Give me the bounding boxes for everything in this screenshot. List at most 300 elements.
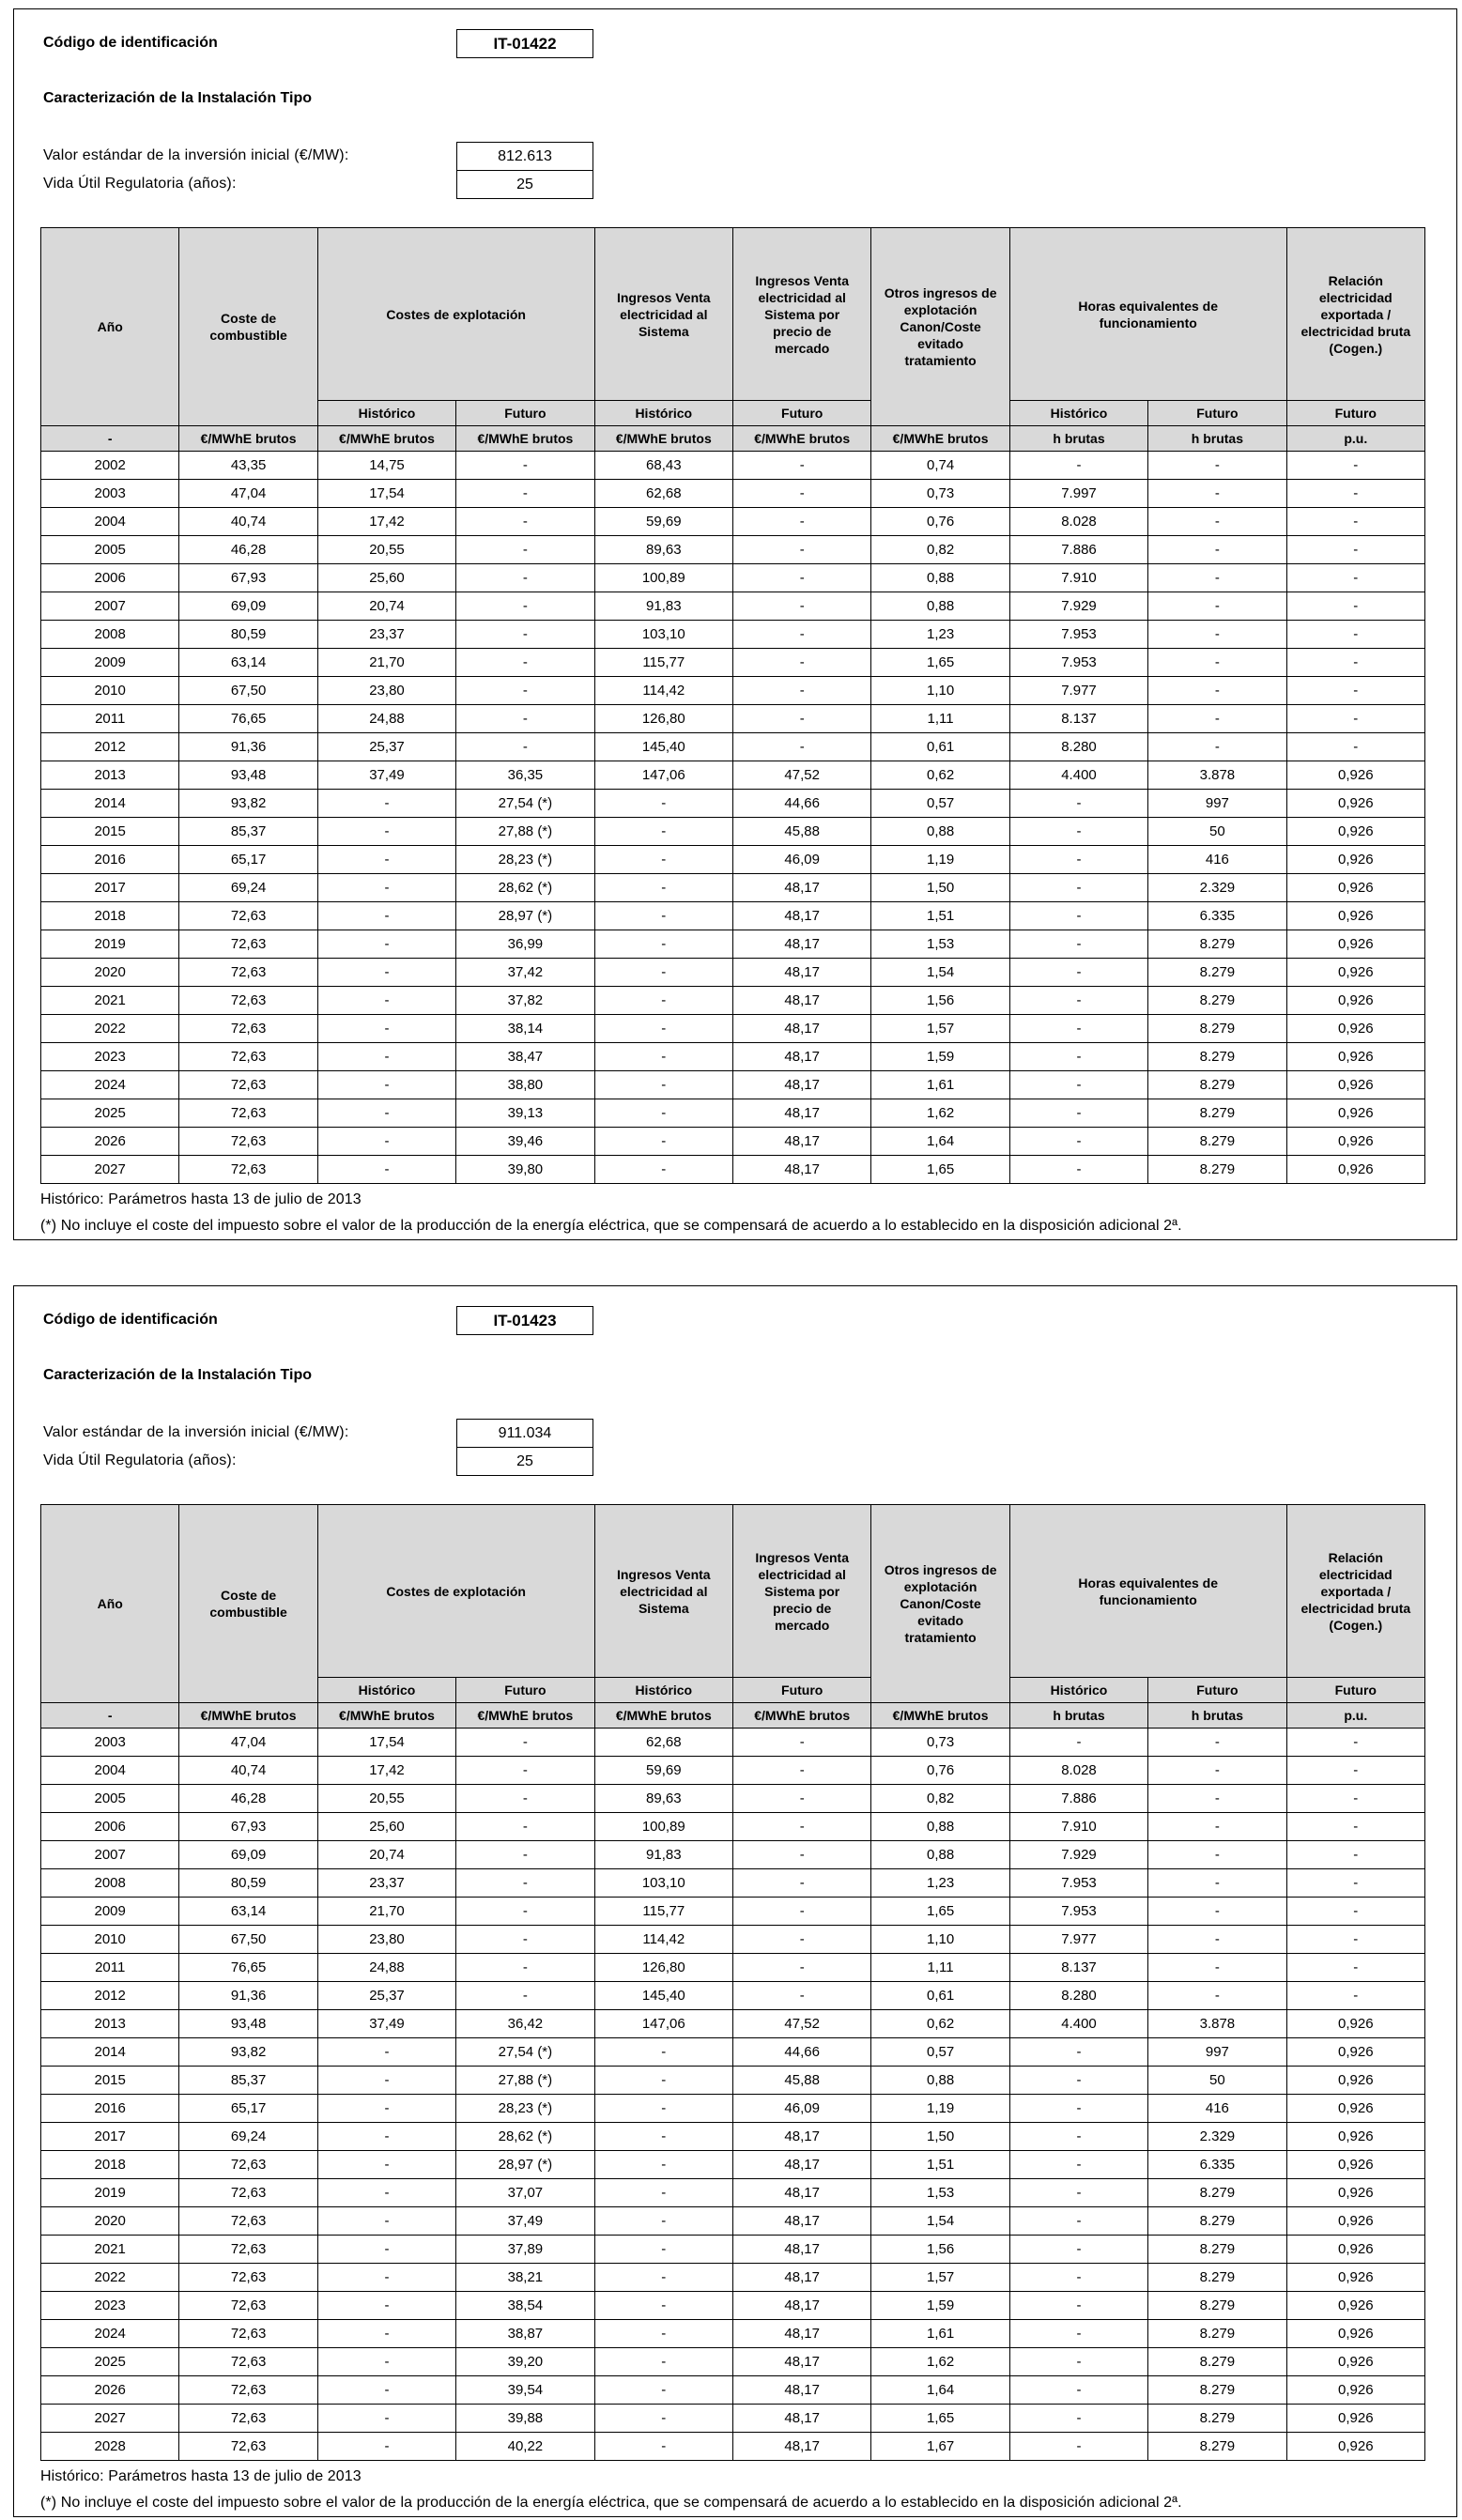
cell-sales-system-historic: 145,40 bbox=[595, 733, 733, 761]
cell-opex-future: 38,21 bbox=[456, 2264, 594, 2292]
cell-year: 2016 bbox=[41, 846, 179, 874]
cell-fuel-cost: 72,63 bbox=[179, 1015, 317, 1043]
cell-opex-future: 39,80 bbox=[456, 1156, 594, 1184]
cell-hours-future: 8.279 bbox=[1148, 959, 1286, 987]
cell-year: 2025 bbox=[41, 1099, 179, 1128]
cell-hours-future: - bbox=[1148, 508, 1286, 536]
cell-fuel-cost: 67,93 bbox=[179, 1813, 317, 1841]
cell-sales-market-future: - bbox=[733, 1926, 871, 1954]
cell-export-ratio-future: 0,926 bbox=[1287, 930, 1425, 959]
cell-hours-future: - bbox=[1148, 677, 1286, 705]
cell-hours-historic: - bbox=[1010, 1043, 1148, 1071]
cell-sales-market-future: 48,17 bbox=[733, 902, 871, 930]
cell-export-ratio-future: 0,926 bbox=[1287, 846, 1425, 874]
cell-sales-system-historic: - bbox=[595, 1099, 733, 1128]
cell-sales-market-future: 48,17 bbox=[733, 874, 871, 902]
cell-fuel-cost: 91,36 bbox=[179, 1982, 317, 2010]
cell-export-ratio-future: 0,926 bbox=[1287, 2207, 1425, 2236]
cell-opex-historic: - bbox=[318, 930, 456, 959]
cell-hours-historic: - bbox=[1010, 2236, 1148, 2264]
cell-fuel-cost: 93,48 bbox=[179, 2010, 317, 2038]
cell-opex-historic: 20,74 bbox=[318, 592, 456, 621]
cell-hours-historic: - bbox=[1010, 2207, 1148, 2236]
cell-hours-future: 8.279 bbox=[1148, 1128, 1286, 1156]
cell-sales-system-historic: 91,83 bbox=[595, 592, 733, 621]
cell-export-ratio-future: 0,926 bbox=[1287, 2405, 1425, 2433]
cell-other-income: 1,51 bbox=[871, 2151, 1009, 2179]
cell-opex-future: 37,89 bbox=[456, 2236, 594, 2264]
cell-export-ratio-future: - bbox=[1287, 677, 1425, 705]
cell-sales-system-historic: - bbox=[595, 2151, 733, 2179]
cell-sales-market-future: 48,17 bbox=[733, 1099, 871, 1128]
cell-fuel-cost: 85,37 bbox=[179, 818, 317, 846]
cell-fuel-cost: 40,74 bbox=[179, 508, 317, 536]
cell-hours-future: - bbox=[1148, 452, 1286, 480]
cell-sales-market-future: 48,17 bbox=[733, 959, 871, 987]
cell-opex-historic: - bbox=[318, 2320, 456, 2348]
cell-opex-future: - bbox=[456, 452, 594, 480]
cell-opex-future: 39,88 bbox=[456, 2405, 594, 2433]
cell-other-income: 1,65 bbox=[871, 649, 1009, 677]
cell-hours-historic: - bbox=[1010, 930, 1148, 959]
cell-hours-future: - bbox=[1148, 1729, 1286, 1757]
cell-year: 2014 bbox=[41, 790, 179, 818]
cell-export-ratio-future: - bbox=[1287, 621, 1425, 649]
cell-year: 2013 bbox=[41, 2010, 179, 2038]
cell-sales-market-future: - bbox=[733, 1729, 871, 1757]
cell-fuel-cost: 72,63 bbox=[179, 2348, 317, 2376]
unit-hours-historic: h brutas bbox=[1010, 426, 1148, 452]
cell-other-income: 0,82 bbox=[871, 536, 1009, 564]
unit-ratio-future: p.u. bbox=[1287, 426, 1425, 452]
cell-hours-historic: 7.886 bbox=[1010, 536, 1148, 564]
cell-year: 2021 bbox=[41, 987, 179, 1015]
cell-other-income: 1,11 bbox=[871, 1954, 1009, 1982]
cell-year: 2026 bbox=[41, 2376, 179, 2405]
cell-other-income: 1,53 bbox=[871, 930, 1009, 959]
cell-sales-market-future: - bbox=[733, 452, 871, 480]
cell-fuel-cost: 72,63 bbox=[179, 1156, 317, 1184]
cell-export-ratio-future: 0,926 bbox=[1287, 1128, 1425, 1156]
cell-year: 2009 bbox=[41, 1898, 179, 1926]
cell-opex-historic: - bbox=[318, 2067, 456, 2095]
cell-hours-future: 997 bbox=[1148, 790, 1286, 818]
cell-sales-market-future: 45,88 bbox=[733, 818, 871, 846]
unit-opex-historic: €/MWhE brutos bbox=[318, 426, 456, 452]
useful-life-label: Vida Útil Regulatoria (años): bbox=[43, 1452, 237, 1468]
cell-hours-future: 8.279 bbox=[1148, 987, 1286, 1015]
cell-sales-system-historic: 145,40 bbox=[595, 1982, 733, 2010]
cell-sales-system-historic: - bbox=[595, 2320, 733, 2348]
subheader-hours-future: Futuro bbox=[1148, 401, 1286, 426]
cell-year: 2012 bbox=[41, 733, 179, 761]
cell-hours-future: - bbox=[1148, 536, 1286, 564]
cell-sales-system-historic: - bbox=[595, 1128, 733, 1156]
cell-fuel-cost: 72,63 bbox=[179, 902, 317, 930]
cell-sales-system-historic: 68,43 bbox=[595, 452, 733, 480]
cell-hours-future: 416 bbox=[1148, 2095, 1286, 2123]
cell-sales-market-future: 48,17 bbox=[733, 2264, 871, 2292]
cell-sales-system-historic: 89,63 bbox=[595, 1785, 733, 1813]
cell-opex-future: 40,22 bbox=[456, 2433, 594, 2461]
cell-opex-historic: 37,49 bbox=[318, 761, 456, 790]
cell-hours-future: 50 bbox=[1148, 2067, 1286, 2095]
cell-hours-future: - bbox=[1148, 621, 1286, 649]
cell-hours-future: 8.279 bbox=[1148, 930, 1286, 959]
cell-sales-market-future: 47,52 bbox=[733, 2010, 871, 2038]
cell-hours-historic: - bbox=[1010, 2067, 1148, 2095]
cell-sales-market-future: 47,52 bbox=[733, 761, 871, 790]
cell-opex-historic: 20,74 bbox=[318, 1841, 456, 1869]
cell-other-income: 1,65 bbox=[871, 2405, 1009, 2433]
cell-hours-future: 2.329 bbox=[1148, 2123, 1286, 2151]
cell-year: 2028 bbox=[41, 2433, 179, 2461]
cell-opex-historic: - bbox=[318, 2123, 456, 2151]
cell-opex-historic: - bbox=[318, 1128, 456, 1156]
cell-year: 2006 bbox=[41, 1813, 179, 1841]
cell-opex-historic: - bbox=[318, 1043, 456, 1071]
unit-fuel-cost: €/MWhE brutos bbox=[179, 1703, 317, 1729]
cell-hours-future: 8.279 bbox=[1148, 2320, 1286, 2348]
cell-opex-future: - bbox=[456, 621, 594, 649]
cell-fuel-cost: 47,04 bbox=[179, 480, 317, 508]
cell-other-income: 0,73 bbox=[871, 480, 1009, 508]
cell-hours-future: - bbox=[1148, 1926, 1286, 1954]
cell-opex-historic: 23,37 bbox=[318, 1869, 456, 1898]
cell-year: 2026 bbox=[41, 1128, 179, 1156]
cell-sales-market-future: 48,17 bbox=[733, 2376, 871, 2405]
cell-fuel-cost: 72,63 bbox=[179, 2151, 317, 2179]
cell-sales-system-historic: - bbox=[595, 790, 733, 818]
cell-sales-market-future: - bbox=[733, 733, 871, 761]
cell-opex-future: 38,54 bbox=[456, 2292, 594, 2320]
unit-other-income: €/MWhE brutos bbox=[871, 1703, 1009, 1729]
cell-sales-market-future: 44,66 bbox=[733, 2038, 871, 2067]
cell-sales-market-future: - bbox=[733, 1898, 871, 1926]
cell-opex-historic: - bbox=[318, 2207, 456, 2236]
cell-opex-historic: 20,55 bbox=[318, 536, 456, 564]
cell-hours-future: 8.279 bbox=[1148, 1099, 1286, 1128]
subheader-ratio-future: Futuro bbox=[1287, 401, 1425, 426]
cell-hours-historic: - bbox=[1010, 790, 1148, 818]
cell-year: 2007 bbox=[41, 1841, 179, 1869]
cell-sales-market-future: 48,17 bbox=[733, 2179, 871, 2207]
cell-opex-historic: - bbox=[318, 790, 456, 818]
cell-export-ratio-future: 0,926 bbox=[1287, 1156, 1425, 1184]
cell-year: 2027 bbox=[41, 2405, 179, 2433]
cell-opex-future: 37,07 bbox=[456, 2179, 594, 2207]
cell-sales-system-historic: 147,06 bbox=[595, 2010, 733, 2038]
cell-opex-historic: - bbox=[318, 987, 456, 1015]
cell-fuel-cost: 72,63 bbox=[179, 1099, 317, 1128]
unit-market-future: €/MWhE brutos bbox=[733, 426, 871, 452]
cell-sales-market-future: 48,17 bbox=[733, 2320, 871, 2348]
cell-hours-future: 8.279 bbox=[1148, 2348, 1286, 2376]
cell-sales-system-historic: 62,68 bbox=[595, 1729, 733, 1757]
cell-opex-historic: - bbox=[318, 2405, 456, 2433]
cell-year: 2016 bbox=[41, 2095, 179, 2123]
cell-opex-historic: - bbox=[318, 2179, 456, 2207]
col-header-fuel-cost: Coste de combustible bbox=[179, 228, 317, 426]
cell-export-ratio-future: 0,926 bbox=[1287, 1071, 1425, 1099]
cell-sales-market-future: 48,17 bbox=[733, 987, 871, 1015]
cell-other-income: 1,64 bbox=[871, 1128, 1009, 1156]
cell-opex-historic: 17,54 bbox=[318, 1729, 456, 1757]
cell-export-ratio-future: - bbox=[1287, 705, 1425, 733]
cell-sales-market-future: - bbox=[733, 1757, 871, 1785]
cell-fuel-cost: 72,63 bbox=[179, 2207, 317, 2236]
installation-block bbox=[13, 8, 1457, 1240]
cell-year: 2022 bbox=[41, 1015, 179, 1043]
col-header-sales-market: Ingresos Venta electricidad al Sistema por precio de mercado bbox=[733, 1505, 871, 1678]
cell-other-income: 1,51 bbox=[871, 902, 1009, 930]
cell-export-ratio-future: 0,926 bbox=[1287, 2376, 1425, 2405]
cell-hours-historic: - bbox=[1010, 1099, 1148, 1128]
cell-opex-future: 28,62 (*) bbox=[456, 2123, 594, 2151]
cell-hours-historic: 7.929 bbox=[1010, 1841, 1148, 1869]
cell-opex-historic: 25,60 bbox=[318, 1813, 456, 1841]
col-header-fuel-cost: Coste de combustible bbox=[179, 1505, 317, 1703]
cell-year: 2008 bbox=[41, 621, 179, 649]
cell-export-ratio-future: - bbox=[1287, 1757, 1425, 1785]
cell-year: 2015 bbox=[41, 818, 179, 846]
cell-other-income: 0,88 bbox=[871, 2067, 1009, 2095]
cell-export-ratio-future: - bbox=[1287, 1785, 1425, 1813]
cell-export-ratio-future: - bbox=[1287, 1729, 1425, 1757]
cell-export-ratio-future: - bbox=[1287, 1813, 1425, 1841]
cell-opex-historic: 37,49 bbox=[318, 2010, 456, 2038]
cell-year: 2010 bbox=[41, 677, 179, 705]
cell-sales-market-future: 48,17 bbox=[733, 1043, 871, 1071]
cell-opex-future: - bbox=[456, 1982, 594, 2010]
cell-hours-future: - bbox=[1148, 1813, 1286, 1841]
cell-sales-market-future: 48,17 bbox=[733, 2348, 871, 2376]
col-header-sales-market: Ingresos Venta electricidad al Sistema por precio de mercado bbox=[733, 228, 871, 401]
cell-year: 2003 bbox=[41, 1729, 179, 1757]
cell-export-ratio-future: 0,926 bbox=[1287, 790, 1425, 818]
cell-hours-historic: - bbox=[1010, 2179, 1148, 2207]
cell-fuel-cost: 72,63 bbox=[179, 2433, 317, 2461]
cell-hours-future: - bbox=[1148, 733, 1286, 761]
cell-sales-system-historic: 100,89 bbox=[595, 564, 733, 592]
cell-fuel-cost: 65,17 bbox=[179, 846, 317, 874]
cell-hours-historic: - bbox=[1010, 2038, 1148, 2067]
cell-opex-historic: 17,54 bbox=[318, 480, 456, 508]
cell-opex-historic: - bbox=[318, 2264, 456, 2292]
unit-year: - bbox=[41, 426, 179, 452]
cell-other-income: 0,57 bbox=[871, 790, 1009, 818]
data-table bbox=[40, 1504, 1425, 2461]
cell-sales-system-historic: - bbox=[595, 846, 733, 874]
subheader-ratio-future: Futuro bbox=[1287, 1678, 1425, 1703]
cell-sales-system-historic: 115,77 bbox=[595, 1898, 733, 1926]
cell-year: 2005 bbox=[41, 536, 179, 564]
unit-hours-future: h brutas bbox=[1148, 1703, 1286, 1729]
cell-fuel-cost: 69,09 bbox=[179, 592, 317, 621]
cell-opex-historic: - bbox=[318, 2095, 456, 2123]
cell-opex-future: - bbox=[456, 1785, 594, 1813]
cell-opex-historic: 23,80 bbox=[318, 1926, 456, 1954]
cell-opex-future: - bbox=[456, 508, 594, 536]
cell-sales-market-future: - bbox=[733, 1813, 871, 1841]
cell-fuel-cost: 72,63 bbox=[179, 2264, 317, 2292]
cell-other-income: 0,82 bbox=[871, 1785, 1009, 1813]
cell-opex-future: - bbox=[456, 1813, 594, 1841]
cell-sales-market-future: - bbox=[733, 508, 871, 536]
cell-year: 2011 bbox=[41, 1954, 179, 1982]
cell-opex-future: 39,54 bbox=[456, 2376, 594, 2405]
useful-life-value: 25 bbox=[456, 1447, 593, 1476]
cell-fuel-cost: 72,63 bbox=[179, 987, 317, 1015]
cell-opex-future: - bbox=[456, 1869, 594, 1898]
cell-fuel-cost: 67,50 bbox=[179, 1926, 317, 1954]
cell-export-ratio-future: - bbox=[1287, 480, 1425, 508]
cell-other-income: 0,88 bbox=[871, 1841, 1009, 1869]
col-header-export-ratio: Relación electricidad exportada / electricidad bruta (Cogen.) bbox=[1287, 1505, 1425, 1678]
cell-export-ratio-future: 0,926 bbox=[1287, 2123, 1425, 2151]
cell-sales-system-historic: - bbox=[595, 930, 733, 959]
cell-hours-future: - bbox=[1148, 649, 1286, 677]
cell-fuel-cost: 91,36 bbox=[179, 733, 317, 761]
cell-opex-historic: - bbox=[318, 2038, 456, 2067]
cell-opex-future: 28,23 (*) bbox=[456, 2095, 594, 2123]
cell-year: 2002 bbox=[41, 452, 179, 480]
cell-sales-system-historic: - bbox=[595, 1156, 733, 1184]
cell-year: 2023 bbox=[41, 1043, 179, 1071]
cell-opex-future: 37,49 bbox=[456, 2207, 594, 2236]
cell-other-income: 1,54 bbox=[871, 959, 1009, 987]
cell-sales-market-future: 48,17 bbox=[733, 2292, 871, 2320]
cell-opex-future: - bbox=[456, 1898, 594, 1926]
cell-other-income: 1,50 bbox=[871, 874, 1009, 902]
cell-sales-system-historic: - bbox=[595, 959, 733, 987]
cell-fuel-cost: 69,24 bbox=[179, 2123, 317, 2151]
cell-export-ratio-future: - bbox=[1287, 1841, 1425, 1869]
cell-opex-future: - bbox=[456, 677, 594, 705]
cell-sales-system-historic: - bbox=[595, 902, 733, 930]
cell-hours-historic: - bbox=[1010, 959, 1148, 987]
cell-fuel-cost: 76,65 bbox=[179, 705, 317, 733]
cell-other-income: 0,73 bbox=[871, 1729, 1009, 1757]
cell-year: 2003 bbox=[41, 480, 179, 508]
cell-hours-historic: 8.028 bbox=[1010, 508, 1148, 536]
cell-other-income: 0,76 bbox=[871, 1757, 1009, 1785]
cell-export-ratio-future: - bbox=[1287, 733, 1425, 761]
cell-year: 2017 bbox=[41, 874, 179, 902]
cell-sales-market-future: 48,17 bbox=[733, 2151, 871, 2179]
cell-hours-future: 8.279 bbox=[1148, 2264, 1286, 2292]
cell-other-income: 0,62 bbox=[871, 2010, 1009, 2038]
cell-other-income: 0,88 bbox=[871, 564, 1009, 592]
cell-hours-historic: - bbox=[1010, 2376, 1148, 2405]
cell-opex-historic: - bbox=[318, 1099, 456, 1128]
cell-hours-future: 8.279 bbox=[1148, 2405, 1286, 2433]
cell-export-ratio-future: 0,926 bbox=[1287, 2348, 1425, 2376]
unit-market-future: €/MWhE brutos bbox=[733, 1703, 871, 1729]
cell-opex-historic: 25,37 bbox=[318, 1982, 456, 2010]
cell-year: 2004 bbox=[41, 1757, 179, 1785]
cell-fuel-cost: 93,82 bbox=[179, 790, 317, 818]
investment-label: Valor estándar de la inversión inicial (€/MW): bbox=[43, 1424, 349, 1440]
unit-sales-historic: €/MWhE brutos bbox=[595, 1703, 733, 1729]
cell-export-ratio-future: 0,926 bbox=[1287, 2010, 1425, 2038]
subheader-opex-future: Futuro bbox=[456, 401, 594, 426]
cell-hours-historic: - bbox=[1010, 2095, 1148, 2123]
cell-other-income: 1,61 bbox=[871, 2320, 1009, 2348]
cell-hours-future: 8.279 bbox=[1148, 2179, 1286, 2207]
cell-other-income: 1,64 bbox=[871, 2376, 1009, 2405]
cell-opex-historic: - bbox=[318, 1156, 456, 1184]
cell-opex-historic: - bbox=[318, 2376, 456, 2405]
cell-other-income: 0,88 bbox=[871, 1813, 1009, 1841]
cell-other-income: 1,10 bbox=[871, 1926, 1009, 1954]
cell-sales-system-historic: 114,42 bbox=[595, 1926, 733, 1954]
cell-sales-market-future: 48,17 bbox=[733, 930, 871, 959]
cell-opex-historic: - bbox=[318, 2292, 456, 2320]
cell-opex-future: 38,80 bbox=[456, 1071, 594, 1099]
cell-year: 2013 bbox=[41, 761, 179, 790]
cell-year: 2022 bbox=[41, 2264, 179, 2292]
cell-other-income: 1,23 bbox=[871, 1869, 1009, 1898]
cell-other-income: 1,67 bbox=[871, 2433, 1009, 2461]
cell-year: 2018 bbox=[41, 2151, 179, 2179]
cell-sales-market-future: 46,09 bbox=[733, 2095, 871, 2123]
cell-hours-future: 8.279 bbox=[1148, 2207, 1286, 2236]
cell-sales-market-future: 48,17 bbox=[733, 2405, 871, 2433]
cell-hours-future: 997 bbox=[1148, 2038, 1286, 2067]
cell-export-ratio-future: 0,926 bbox=[1287, 1043, 1425, 1071]
cell-year: 2024 bbox=[41, 2320, 179, 2348]
cell-export-ratio-future: - bbox=[1287, 1982, 1425, 2010]
cell-export-ratio-future: 0,926 bbox=[1287, 2151, 1425, 2179]
cell-year: 2011 bbox=[41, 705, 179, 733]
cell-opex-future: - bbox=[456, 1757, 594, 1785]
cell-sales-market-future: - bbox=[733, 564, 871, 592]
cell-other-income: 1,23 bbox=[871, 621, 1009, 649]
cell-opex-future: 28,62 (*) bbox=[456, 874, 594, 902]
cell-fuel-cost: 93,48 bbox=[179, 761, 317, 790]
unit-sales-historic: €/MWhE brutos bbox=[595, 426, 733, 452]
cell-sales-market-future: 46,09 bbox=[733, 846, 871, 874]
cell-hours-historic: - bbox=[1010, 2320, 1148, 2348]
cell-export-ratio-future: - bbox=[1287, 592, 1425, 621]
cell-sales-system-historic: 103,10 bbox=[595, 621, 733, 649]
cell-sales-system-historic: - bbox=[595, 2348, 733, 2376]
unit-fuel-cost: €/MWhE brutos bbox=[179, 426, 317, 452]
cell-opex-historic: 23,37 bbox=[318, 621, 456, 649]
cell-fuel-cost: 69,24 bbox=[179, 874, 317, 902]
cell-sales-market-future: - bbox=[733, 1841, 871, 1869]
cell-fuel-cost: 80,59 bbox=[179, 621, 317, 649]
cell-hours-historic: 4.400 bbox=[1010, 2010, 1148, 2038]
cell-year: 2019 bbox=[41, 2179, 179, 2207]
cell-sales-system-historic: - bbox=[595, 1043, 733, 1071]
cell-opex-historic: 25,37 bbox=[318, 733, 456, 761]
col-header-year: Año bbox=[41, 1505, 179, 1703]
subheader-opex-future: Futuro bbox=[456, 1678, 594, 1703]
col-header-year: Año bbox=[41, 228, 179, 426]
cell-year: 2006 bbox=[41, 564, 179, 592]
cell-other-income: 1,19 bbox=[871, 846, 1009, 874]
cell-year: 2007 bbox=[41, 592, 179, 621]
cell-opex-future: 36,35 bbox=[456, 761, 594, 790]
cell-sales-system-historic: 100,89 bbox=[595, 1813, 733, 1841]
cell-year: 2017 bbox=[41, 2123, 179, 2151]
cell-hours-historic: - bbox=[1010, 818, 1148, 846]
unit-hours-historic: h brutas bbox=[1010, 1703, 1148, 1729]
col-header-hours: Horas equivalentes de funcionamiento bbox=[1010, 228, 1287, 401]
cell-opex-future: - bbox=[456, 592, 594, 621]
